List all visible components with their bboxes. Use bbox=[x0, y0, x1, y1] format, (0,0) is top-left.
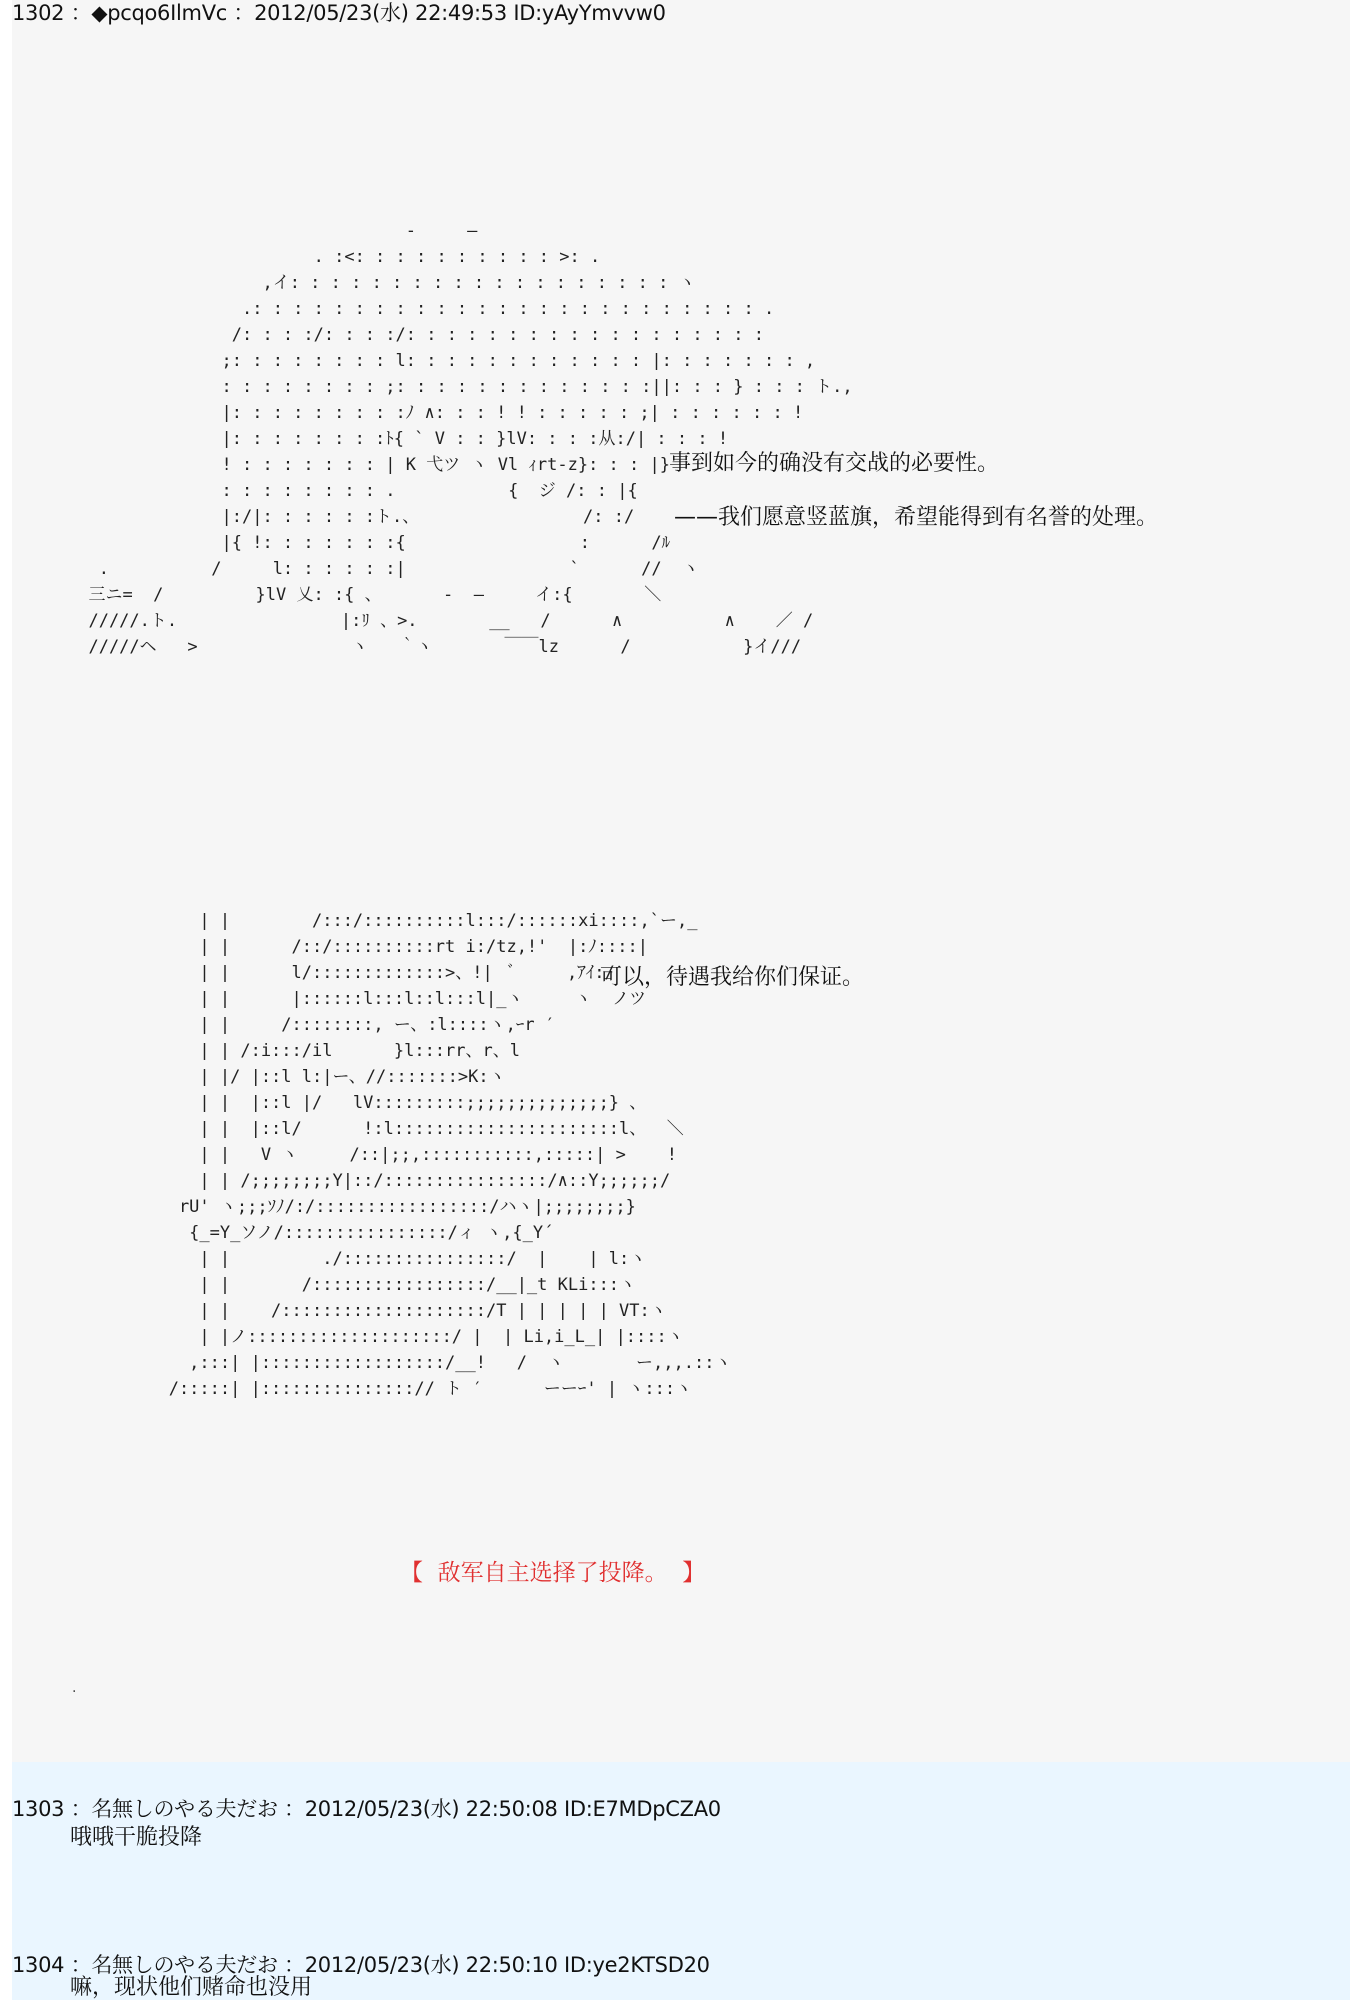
post-date: 2012/05/23(水) 22:50:10 bbox=[304, 1953, 558, 1977]
poster-name: ◆pcqo6IlmVc bbox=[91, 1, 228, 25]
post-date: 2012/05/23(水) 22:50:08 bbox=[304, 1797, 558, 1821]
poster-id[interactable]: ID:yAyYmvvw0 bbox=[513, 1, 666, 25]
poster-name: 名無しのやる夫だお bbox=[91, 1797, 278, 1821]
dialogue-line-3: 可以，待遇我给你们保证。 bbox=[600, 965, 865, 990]
ascii-art-character-2: | | /:::/::::::::::l:::/::::::xi::::,`ー,_ | | /::/::::::::::rt i:/tz,!' |:ﾉ::::| | | l/:::::::::::::>、!| ﾞ ,ｱｲ:/ | | |::::::l:::l::l:::l|_ヽ ヽ ノツ | | /::::::::, ー、:l::::ヽ,ｰr ′ | | /:i:::/il }l:::rr、r、l | |/ |::l l:|ー、//:::::::>K:ヽ | | |::l |/ lV:::::::::;;;;;;;;;;;;;;} 、 | | |::l/ !:l::::::::::::::::::::::l、 ＼ | | V ヽ /::|;;,:::::::::::,:::::| > ! | | /;;;;;;;;Y|::/::::::::::::::::/∧::Y;;;;;;/ rU' ヽ;;;ｿﾉ/:/:::::::::::::::::/ハヽ|;;;;;;;;} {_=Y_ソノ/::::::::::::::::/ィ ヽ,{_Y´ | | ./::::::::::::::::/ | | l:ヽ | | /:::::::::::::::::/__|_t KLi:::ヽ | | /::::::::::::::::::::/T | | | | | VT:ヽ | |ノ::::::::::::::::::::/ | | Li,i_L_| |::::ヽ ,:::| |::::::::::::::::::/__! / ヽ ー,,,.::ヽ /:::::| |:::::::::::::::// ト ′ ーーｰ' | ヽ:::ヽ bbox=[168, 911, 732, 1399]
post-separator: ： bbox=[284, 1797, 305, 1821]
post-separator: ： bbox=[70, 1, 92, 25]
post-separator: ： bbox=[233, 1, 255, 25]
system-message: 【 敌军自主选择了投降。 】 bbox=[400, 1560, 706, 1586]
post-1304-body: 嘛，现状他们赌命也没用 bbox=[70, 1975, 313, 2000]
post-number[interactable]: 1303 bbox=[12, 1797, 65, 1821]
ascii-art-character-1: - ― . :<: : : : : : : : : : >: . ,イ: : : : : : : : : : : : : : : : : : : ヽ .: : : : : : : : : : : : : : : : : : : : : : : : : . /: : : :/: : : :/: : : : : : : : : : : : : : : : : : ;: : : : : : : : l: : : : : : : : : : : : |: : : : : : : , : : : : : : : : ;: : : : : : : : : : : : :||: : : } : : : ト., |: : : : : : : : :ﾉ ∧: : : ! ! : : : : : ;| : : : : : : ! |: : : : : : : :ﾄ{ ` V : : }lV: : : :从:/| : : : ! ! : : : : : : : | K 弋ツ ヽ Vl ｨrt-z}: : : |} : : : : : : : : . { ジ /: : |{ |:/|: : : : : :ト.、 /: :/ |{ !: : : : : : :{ : /ﾙ . / l: : : : : :| ` // ヽ 三ニ= / }lV 乂: :{ 、 - ― イ:{ ＼ /////.ト. |:ﾘ 、>. __ / ∧ ∧ ／ / /////ヘ > ヽ ｀ヽ ￣￣lz / }イ/// bbox=[88, 221, 853, 657]
post-separator: ： bbox=[70, 1953, 92, 1977]
post-date: 2012/05/23(水) 22:49:53 bbox=[254, 1, 507, 25]
thread-page bbox=[12, 0, 1350, 2000]
dialogue-line-2: ——我们愿意竖蓝旗，希望能得到有名誉的处理。 bbox=[674, 505, 1159, 530]
post-separator: ： bbox=[284, 1953, 305, 1977]
post-number[interactable]: 1302 bbox=[12, 1, 65, 25]
post-number[interactable]: 1304 bbox=[12, 1953, 65, 1977]
trailing-mark: . bbox=[72, 1680, 77, 1696]
post-1303-body: 哦哦干脆投降 bbox=[70, 1825, 203, 1850]
poster-id[interactable]: ID:E7MDpCZA0 bbox=[563, 1797, 721, 1821]
post-1303 bbox=[12, 1762, 1350, 1917]
post-1303-header bbox=[12, 1796, 721, 1822]
dialogue-line-1: 事到如今的确没有交战的必要性。 bbox=[669, 451, 1000, 476]
poster-name: 名無しのやる夫だお bbox=[91, 1953, 278, 1977]
post-1302-header bbox=[12, 0, 666, 26]
post-separator: ： bbox=[70, 1797, 92, 1821]
poster-id[interactable]: ID:ye2KTSD20 bbox=[563, 1953, 710, 1977]
